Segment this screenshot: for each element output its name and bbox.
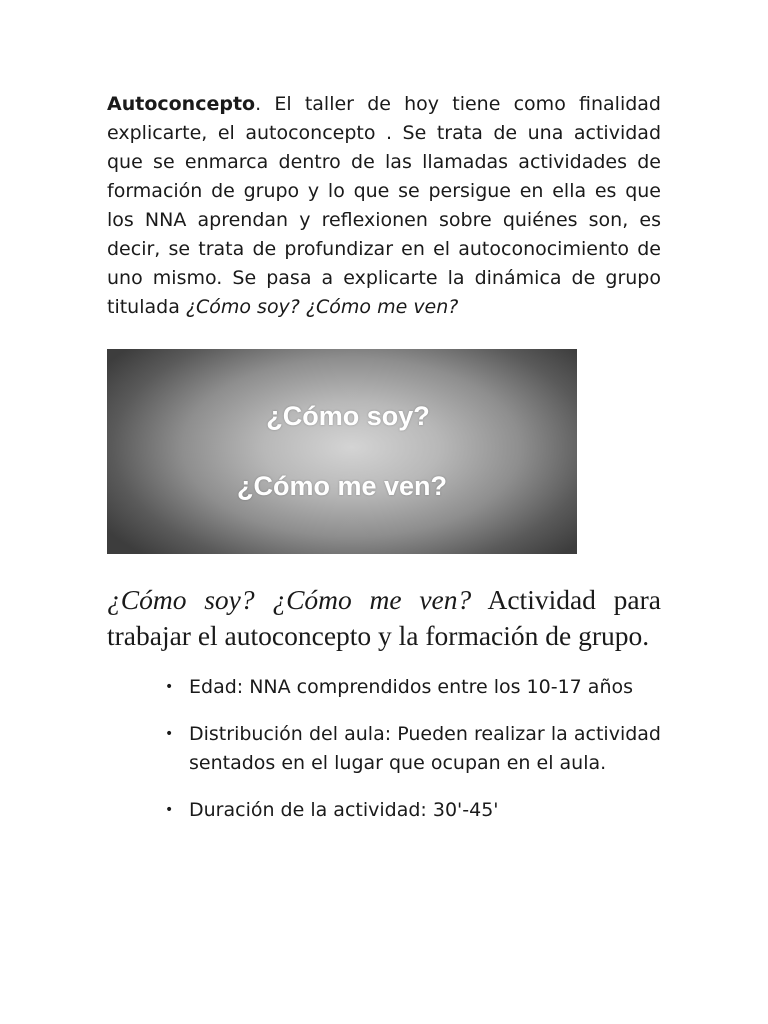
bullet-icon: • [165, 726, 174, 742]
list-item [165, 673, 661, 702]
list-item [165, 720, 661, 778]
intro-italic-title: ¿Cómo soy? ¿Cómo me ven? [185, 296, 459, 318]
activity-details-list [107, 673, 661, 825]
intro-paragraph [107, 90, 661, 322]
banner-line-2: ¿Cómo me ven? [236, 470, 448, 501]
heading-italic: ¿Cómo soy? ¿Cómo me ven? [107, 584, 472, 615]
list-item-text: Edad: NNA comprendidos entre los 10-17 años [189, 676, 634, 698]
list-item [165, 796, 661, 825]
bullet-icon: • [165, 679, 174, 695]
banner-line-1: ¿Cómo soy? [266, 400, 430, 431]
document-page [107, 90, 661, 843]
activity-banner-image [107, 349, 577, 554]
activity-heading [107, 582, 661, 654]
intro-lead: Autoconcepto [107, 93, 256, 115]
list-item-text: Distribución del aula: Pueden realizar la actividad sentados en el lugar que ocupan en el aula. [189, 723, 661, 774]
bullet-icon: • [165, 802, 174, 818]
list-item-text: Duración de la actividad: 30'-45' [189, 799, 499, 821]
heading-rest: Actividad para trabajar el autoconcepto y la formación de grupo. [107, 584, 661, 651]
intro-body: . El taller de hoy tiene como finalidad explicarte, el autoconcepto . Se trata de una actividad que se enmarca dentro de las llamadas actividades de formación de grupo y lo que se persigue en ella es que los NNA aprendan y reflexionen sobre quiénes son, es decir, se trata de profundizar en el autoconocimiento de uno mismo. Se pasa a explicarte la dinámica de grupo titulada [107, 93, 661, 318]
